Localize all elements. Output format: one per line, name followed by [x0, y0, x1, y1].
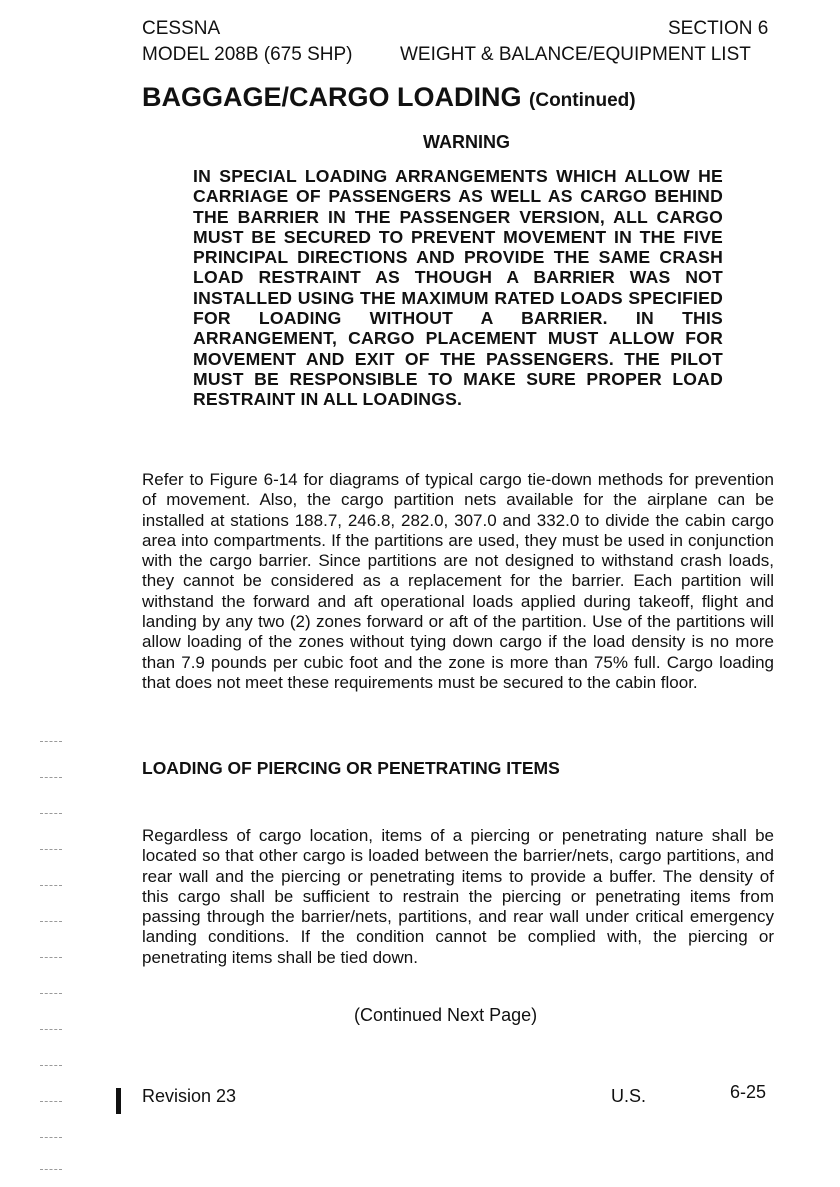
- footer-edition: U.S.: [611, 1086, 647, 1106]
- margin-scan-mark: [40, 990, 62, 994]
- header-section-title: WEIGHT & BALANCE/EQUIPMENT LIST: [400, 44, 751, 65]
- margin-scan-mark: [40, 774, 62, 778]
- footer-page-number: 6-25: [730, 1082, 767, 1102]
- margin-scan-mark: [40, 1098, 62, 1102]
- margin-scan-mark: [40, 1134, 62, 1138]
- page-title-continued: (Continued): [529, 90, 636, 111]
- margin-scan-mark: [40, 918, 62, 922]
- margin-scan-mark: [40, 954, 62, 958]
- continued-next-page: (Continued Next Page): [354, 1005, 538, 1025]
- margin-scan-mark: [40, 882, 62, 886]
- header-section: SECTION 6: [668, 18, 769, 39]
- footer-revision: Revision 23: [142, 1086, 237, 1106]
- page-title: [142, 82, 636, 113]
- page-title-main: BAGGAGE/CARGO LOADING: [142, 82, 522, 112]
- margin-scan-mark: [40, 1026, 62, 1030]
- margin-scan-mark: [40, 1166, 62, 1170]
- paragraph-cargo-partitions: Refer to Figure 6-14 for diagrams of typical cargo tie-down methods for prevention of movement. Also, the cargo partition nets available for the airplane can be installed at stations 188.7, 246.8, 282.0, 307.0 and 332.0 to divide the cabin cargo area into compartments. If the partitions are used, they must be used in conjunction with the cargo barrier. Since partitions are not designed to withstand crash loads, they cannot be considered as a replacement for the barrier. Each partition will withstand the forward and aft operational loads applied during takeoff, flight and landing by any two (2) zones forward or aft of the partition. Use of the partitions will allow loading of the zones without tying down cargo if the load density is no more than 7.9 pounds per cubic foot and the zone is more than 75% full. Cargo loading that does not meet these requirements must be secured to the cabin floor.: [142, 470, 774, 692]
- paragraph-piercing-items: Regardless of cargo location, items of a piercing or penetrating nature shall be located so that other cargo is loaded between the barrier/nets, cargo partitions, and rear wall and the piercing or penetrating items to provide a buffer. The density of this cargo shall be sufficient to restrain the piercing or penetrating items from passing through the barrier/nets, partitions, and rear wall under critical emergency landing conditions. If the condition cannot be complied with, the piercing or penetrating items shall be tied down.: [142, 826, 774, 967]
- margin-scan-mark: [40, 846, 62, 850]
- subheading-piercing-items: LOADING OF PIERCING OR PENETRATING ITEMS: [142, 758, 560, 778]
- margin-scan-mark: [40, 810, 62, 814]
- warning-text: IN SPECIAL LOADING ARRANGEMENTS WHICH ALLOW HE CARRIAGE OF PASSENGERS AS WELL AS CARGO BEHIND THE BARRIER IN THE PASSENGER VERSION, ALL CARGO MUST BE SECURED TO PREVENT MOVEMENT IN THE FIVE PRINCIPAL DIRECTIONS AND PROVIDE THE SAME CRASH LOAD RESTRAINT AS THOUGH A BARRIER WAS NOT INSTALLED USING THE MAXIMUM RATED LOADS SPECIFIED FOR LOADING WITHOUT A BARRIER. IN THIS ARRANGEMENT, CARGO PLACEMENT MUST ALLOW FOR MOVEMENT AND EXIT OF THE PASSENGERS. THE PILOT MUST BE RESPONSIBLE TO MAKE SURE PROPER LOAD RESTRAINT IN ALL LOADINGS.: [193, 166, 723, 410]
- revision-change-bar: [116, 1088, 121, 1114]
- header-model: MODEL 208B (675 SHP): [142, 44, 353, 65]
- header-manufacturer: CESSNA: [142, 18, 221, 39]
- margin-scan-mark: [40, 738, 62, 742]
- warning-label: WARNING: [423, 132, 510, 152]
- margin-scan-mark: [40, 1062, 62, 1066]
